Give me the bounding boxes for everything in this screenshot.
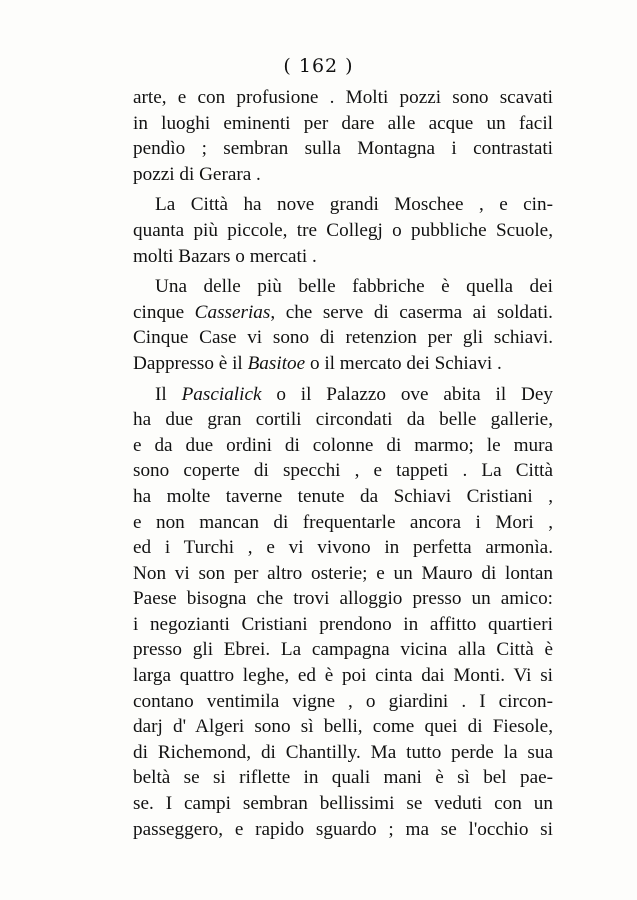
text-run: sono coperte di specchi , e tappeti . La Città: [133, 460, 553, 482]
text-line: [133, 274, 553, 300]
text-line: [133, 510, 553, 536]
text-run: di Richemond, di Chantilly. Ma tutto perde la sua: [133, 741, 553, 763]
text-run: , che serve di caserma ai soldati.: [270, 301, 553, 323]
text-run: ha molte taverne tenute da Schiavi Cristiani ,: [133, 485, 553, 507]
text-run: Cinque Case vi sono di retenzion per gli schiavi.: [133, 327, 553, 349]
text-line: [133, 663, 553, 689]
text-run: in luoghi eminenti per dare alle acque un facil: [133, 112, 553, 134]
text-line: [133, 740, 553, 766]
text-line: [133, 85, 553, 111]
text-run: e non mancan di frequentarle ancora i Mori ,: [133, 511, 553, 533]
text-line: [133, 162, 553, 188]
text-line: [133, 382, 553, 408]
text-run: quanta più piccole, tre Collegj o pubbliche Scuole,: [133, 219, 553, 241]
italic-term: Pascialick: [181, 383, 262, 405]
text-run: ed i Turchi , e vi vivono in perfetta armonìa.: [133, 537, 553, 559]
text-run: molti Bazars o mercati .: [133, 245, 317, 267]
text-run: pozzi di Gerara .: [133, 163, 261, 185]
text-run: Paese bisogna che trovi alloggio presso un amico:: [133, 588, 553, 610]
text-run: presso gli Ebrei. La campagna vicina alla Città è: [133, 639, 553, 661]
text-line: [133, 791, 553, 817]
italic-term: Casserias: [194, 301, 271, 323]
text-run: pendìo ; sembran sulla Montagna i contrastati: [133, 138, 553, 160]
text-run: Non vi son per altro osterie; e un Mauro di lontan: [133, 562, 553, 584]
text-run: e da due ordini di colonne di marmo; le mura: [133, 434, 553, 456]
text-line: [133, 689, 553, 715]
text-run: darj d' Algeri sono sì belli, come quei di Fiesole,: [133, 716, 553, 738]
text-line: [133, 325, 553, 351]
text-line: [133, 136, 553, 162]
italic-term: Basitoe: [247, 352, 306, 374]
text-line: [133, 535, 553, 561]
text-run: ha due gran cortili circondati da belle gallerie,: [133, 409, 553, 431]
text-line: [133, 244, 553, 270]
text-run: Il: [155, 383, 182, 405]
text-line: [133, 300, 553, 326]
text-run: o il mercato dei Schiavi .: [305, 352, 502, 374]
text-line: [133, 817, 553, 843]
text-line: [133, 433, 553, 459]
text-run: o il Palazzo ove abita il Dey: [261, 383, 553, 405]
text-run: se. I campi sembran bellissimi se veduti con un: [133, 793, 553, 815]
text-line: [133, 612, 553, 638]
text-line: [133, 111, 553, 137]
text-line: [133, 218, 553, 244]
text-run: cinque: [133, 301, 195, 323]
text-line: [133, 407, 553, 433]
text-run: arte, e con profusione . Molti pozzi sono scavati: [133, 87, 553, 108]
text-line: [133, 484, 553, 510]
text-line: [133, 458, 553, 484]
text-run: Una delle più belle fabbriche è quella dei: [155, 276, 553, 298]
page-body: [133, 85, 553, 842]
text-run: larga quattro leghe, ed è poi cinta dai Monti. Vi si: [133, 665, 553, 687]
text-line: [133, 586, 553, 612]
text-run: beltà se si riflette in quali mani è sì bel pae-: [133, 767, 553, 789]
text-line: [133, 714, 553, 740]
text-run: Dappresso è il: [133, 352, 248, 374]
text-run: i negozianti Cristiani prendono in affitto quartieri: [133, 613, 553, 635]
text-run: contano ventimila vigne , o giardini . I circon-: [133, 690, 553, 712]
text-line: [133, 192, 553, 218]
text-line: [133, 637, 553, 663]
text-line: [133, 561, 553, 587]
text-run: passeggero, e rapido sguardo ; ma se l'occhio si: [133, 818, 553, 840]
page-number: ( 162 ): [283, 55, 354, 77]
text-line: [133, 351, 553, 377]
text-run: La Città ha nove grandi Moschee , e cin-: [155, 194, 553, 216]
text-line: [133, 765, 553, 791]
